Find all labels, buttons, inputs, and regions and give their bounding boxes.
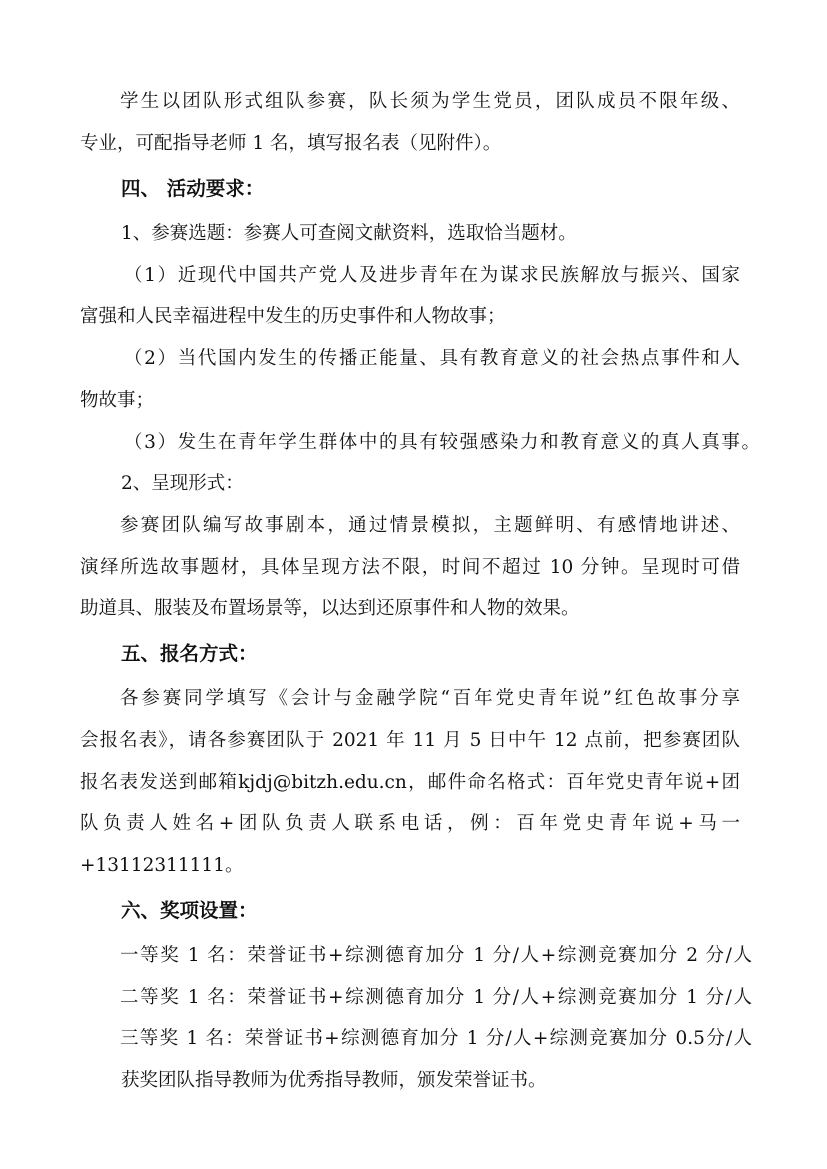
section-heading-4: 四、 活动要求： <box>121 177 265 200</box>
paragraph-line: 报名表发送到邮箱kjdj@bitzh.edu.cn，邮件命名格式：百年党史青年说+团 <box>80 772 740 793</box>
list-item: 一等奖 1 名：荣誉证书+综测德育加分 1 分/人+综测竞赛加分 2 分/人 <box>120 945 752 966</box>
paragraph-line: 会报名表》，请各参赛团队于 2021 年 11 月 5 日中午 12 点前，把参赛团队 <box>80 730 740 751</box>
paragraph-line: 专业，可配指导老师 1 名，填写报名表（见附件）。 <box>80 133 502 154</box>
paragraph-line: 参赛团队编写故事剧本，通过情景模拟，主题鲜明、有感情地讲述、 <box>120 515 740 536</box>
paragraph-line: 物故事； <box>80 390 155 411</box>
section-heading-5: 五、报名方式： <box>121 642 258 665</box>
list-item: 三等奖 1 名：荣誉证书+综测德育加分 1 分/人+综测竞赛加分 0.5分/人 <box>120 1028 752 1049</box>
paragraph-line: 1、参赛选题：参赛人可查阅文献资料，选取恰当题材。 <box>121 223 577 244</box>
list-item: （3）发生在青年学生群体中的具有较强感染力和教育意义的真人真事。 <box>124 432 760 453</box>
paragraph-line: 队负责人姓名+团队负责人联系电话，例：百年党史青年说+马一 <box>80 813 740 834</box>
paragraph-line: 2、呈现形式： <box>121 473 244 494</box>
paragraph-line: 各参赛同学填写《会计与金融学院“百年党史青年说”红色故事分享 <box>120 688 740 709</box>
paragraph-line: 获奖团队指导教师为优秀指导教师，颁发荣誉证书。 <box>121 1070 547 1091</box>
list-item: 二等奖 1 名：荣誉证书+综测德育加分 1 分/人+综测竞赛加分 1 分/人 <box>120 987 752 1008</box>
paragraph-line: 助道具、服装及布置场景等，以达到还原事件和人物的效果。 <box>80 598 580 619</box>
section-heading-6: 六、奖项设置： <box>121 899 258 922</box>
paragraph-line: 学生以团队形式组队参赛，队长须为学生党员，团队成员不限年级、 <box>120 91 740 112</box>
list-item: （1）近现代中国共产党人及进步青年在为谋求民族解放与振兴、国家 <box>124 265 740 286</box>
paragraph-line: 演绎所选故事题材，具体呈现方法不限，时间不超过 10 分钟。呈现时可借 <box>80 557 740 578</box>
list-item: （2）当代国内发生的传播正能量、具有教育意义的社会热点事件和人 <box>124 348 740 369</box>
paragraph-line: +13112311111。 <box>80 855 244 876</box>
paragraph-line: 富强和人民幸福进程中发生的历史事件和人物故事； <box>80 306 506 327</box>
